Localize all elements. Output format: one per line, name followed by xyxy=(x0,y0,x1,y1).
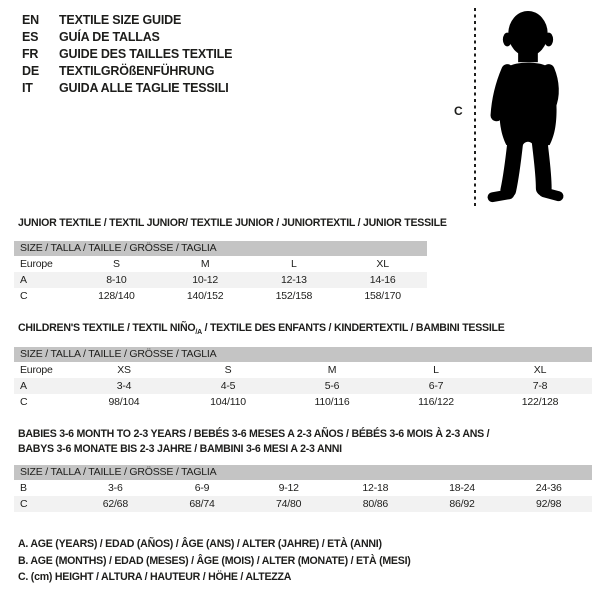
table-row-c xyxy=(14,288,427,304)
table-cell: L xyxy=(291,258,297,270)
lang-label: GUIDE DES TAILLES TEXTILE xyxy=(59,47,233,61)
babies-table-title xyxy=(18,427,489,457)
table-row-b xyxy=(14,480,592,496)
lang-row-de xyxy=(22,63,232,80)
baby-silhouette-icon xyxy=(482,7,572,209)
table-cell: 3-6 xyxy=(108,482,123,494)
table-cell: XS xyxy=(117,364,131,376)
table-cell: 158/170 xyxy=(364,290,401,302)
language-header xyxy=(22,12,232,97)
table-cell: 3-4 xyxy=(116,380,132,392)
table-cell: 6-7 xyxy=(428,380,444,392)
lang-label: TEXTILGRÖßENFÜHRUNG xyxy=(59,64,215,78)
height-measure-label: C xyxy=(454,104,463,118)
table-cell: S xyxy=(224,364,232,376)
table-cell: XL xyxy=(533,364,547,376)
table-cell: 98/104 xyxy=(108,396,140,408)
table-cell: 12-18 xyxy=(362,482,389,494)
table-cell: XL xyxy=(376,258,389,270)
table-cell: 110/116 xyxy=(314,396,350,408)
lang-code: ES xyxy=(22,30,39,44)
table-cell: 12-13 xyxy=(280,274,307,286)
table-row-c xyxy=(14,496,592,512)
table-cell: S xyxy=(112,258,120,270)
lang-label: GUÍA DE TALLAS xyxy=(59,30,160,44)
table-cell: 8-10 xyxy=(106,274,127,286)
table-cell: 80/86 xyxy=(362,498,388,510)
table-cell: 74/80 xyxy=(276,498,302,510)
table-cell: 24-36 xyxy=(535,482,562,494)
size-header-bar: SIZE / TALLA / TAILLE / GRÖSSE / TAGLIA xyxy=(14,241,427,256)
lang-label: TEXTILE SIZE GUIDE xyxy=(59,13,182,27)
table-row-a xyxy=(14,378,592,394)
legend-line-c: C. (cm) HEIGHT / ALTURA / HAUTEUR / HÖHE / ALTEZZA xyxy=(18,571,292,583)
lang-code: DE xyxy=(22,64,39,78)
table-row-europe xyxy=(14,362,592,378)
table-cell: M xyxy=(200,258,210,270)
lang-row-es xyxy=(22,29,232,46)
table-cell: 128/140 xyxy=(98,290,135,302)
table-cell: 4-5 xyxy=(220,380,236,392)
table-cell: L xyxy=(433,364,439,376)
children-table-title xyxy=(18,321,505,340)
table-cell: M xyxy=(327,364,337,376)
table-cell: 18-24 xyxy=(449,482,475,494)
row-label: Europe xyxy=(20,258,53,270)
table-row-c xyxy=(14,394,592,410)
babies-title-line1: BABIES 3-6 MONTH TO 2-3 YEARS / BEBÉS 3-6 MESES A 2-3 AÑOS / BÉBÉS 3-6 MOIS À 2-3 ANS / xyxy=(18,428,490,440)
table-cell: 92/98 xyxy=(536,498,562,510)
table-cell: 122/128 xyxy=(521,396,559,408)
table-cell: 62/68 xyxy=(102,498,128,510)
row-label: C xyxy=(20,290,28,302)
table-cell: 104/110 xyxy=(210,396,246,408)
junior-table-title: JUNIOR TEXTILE / TEXTIL JUNIOR/ TEXTILE JUNIOR / JUNIORTEXTIL / JUNIOR TESSILE xyxy=(18,217,447,229)
row-label: Europe xyxy=(20,364,53,376)
children-title-prefix: CHILDREN'S TEXTILE / TEXTIL NIÑO xyxy=(18,322,196,334)
row-label: A xyxy=(20,380,27,392)
children-title-suffix: / TEXTILE DES ENFANTS / KINDERTEXTIL / BAMBINI TESSILE xyxy=(201,322,505,334)
table-cell: 140/152 xyxy=(186,290,224,302)
junior-size-table xyxy=(14,241,427,304)
size-header-bar: SIZE / TALLA / TAILLE / GRÖSSE / TAGLIA xyxy=(14,347,592,362)
row-label: C xyxy=(20,396,28,408)
lang-code: IT xyxy=(22,81,33,95)
table-cell: 10-12 xyxy=(192,274,219,286)
legend-line-a: A. AGE (YEARS) / EDAD (AÑOS) / ÂGE (ANS) / ALTER (JAHRE) / ETÀ (ANNI) xyxy=(18,538,382,550)
table-cell: 152/158 xyxy=(275,290,313,302)
row-label: A xyxy=(20,274,27,286)
lang-code: FR xyxy=(22,47,39,61)
table-cell: 6-9 xyxy=(194,482,210,494)
table-cell: 14-16 xyxy=(369,274,396,286)
lang-label: GUIDA ALLE TAGLIE TESSILI xyxy=(59,81,229,95)
lang-row-it xyxy=(22,80,232,97)
table-cell: 5-6 xyxy=(324,380,340,392)
height-measure-line xyxy=(474,8,476,206)
row-label: B xyxy=(20,482,27,494)
babies-size-table xyxy=(14,465,592,512)
children-size-table xyxy=(14,347,592,410)
table-cell: 116/122 xyxy=(418,396,454,408)
table-row-a xyxy=(14,272,427,288)
measurement-legend xyxy=(18,536,411,586)
children-title-subscript: /A xyxy=(195,329,202,337)
row-label: C xyxy=(20,498,28,510)
lang-row-en xyxy=(22,12,232,29)
lang-row-fr xyxy=(22,46,232,63)
table-cell: 7-8 xyxy=(532,380,548,392)
table-cell: 9-12 xyxy=(278,482,299,494)
babies-title-line2: BABYS 3-6 MONATE BIS 2-3 JAHRE / BAMBINI 3-6 MESI A 2-3 ANNI xyxy=(18,443,342,455)
table-row-europe xyxy=(14,256,427,272)
size-header-bar: SIZE / TALLA / TAILLE / GRÖSSE / TAGLIA xyxy=(14,465,592,480)
legend-line-b: B. AGE (MONTHS) / EDAD (MESES) / ÂGE (MOIS) / ALTER (MONATE) / ETÀ (MESI) xyxy=(18,554,411,567)
table-cell: 68/74 xyxy=(189,498,215,510)
lang-code: EN xyxy=(22,13,39,27)
table-cell: 86/92 xyxy=(449,498,475,510)
